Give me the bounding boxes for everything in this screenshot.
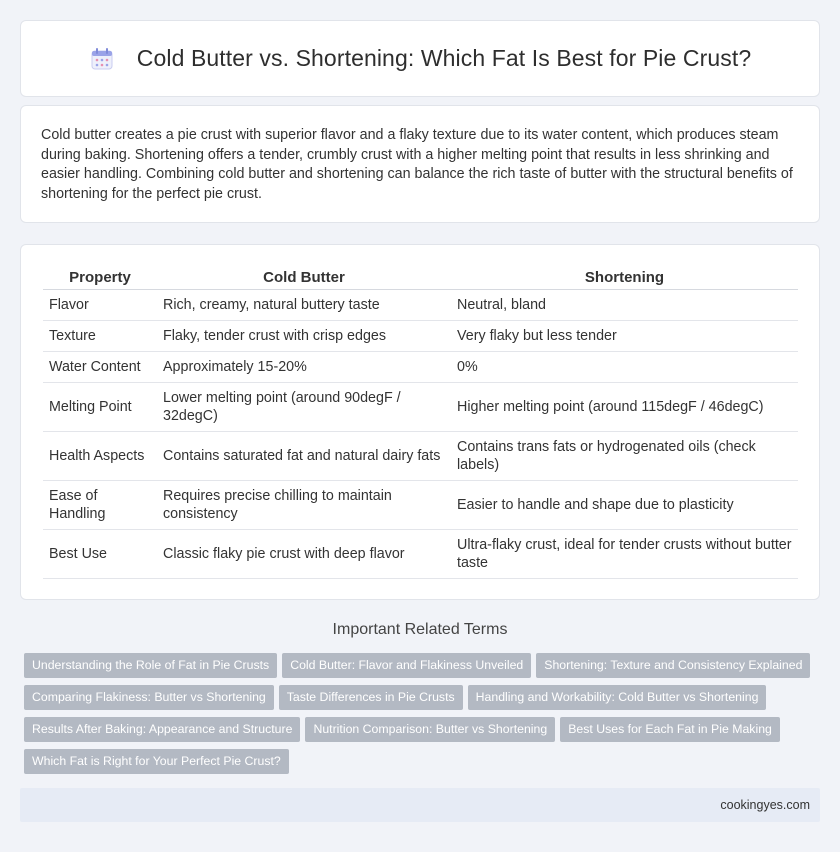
related-term-link[interactable]: Results After Baking: Appearance and Structure [24, 717, 300, 742]
cold-butter-cell: Classic flaky pie crust with deep flavor [157, 529, 451, 578]
table-row [43, 320, 798, 351]
property-cell: Texture [43, 320, 157, 351]
title-wrap [89, 45, 751, 72]
shortening-cell: Very flaky but less tender [451, 320, 798, 351]
footer [20, 788, 820, 822]
related-term-link[interactable]: Cold Butter: Flavor and Flakiness Unveiled [282, 653, 531, 678]
related-term-link[interactable]: Which Fat is Right for Your Perfect Pie Crust? [24, 749, 289, 774]
cold-butter-cell: Lower melting point (around 90degF / 32degC) [157, 382, 451, 431]
related-term-link[interactable]: Understanding the Role of Fat in Pie Crusts [24, 653, 277, 678]
column-header-cold-butter: Cold Butter [157, 265, 451, 289]
shortening-cell: Neutral, bland [451, 289, 798, 320]
related-terms-title: Important Related Terms [332, 621, 508, 638]
shortening-cell: Ultra-flaky crust, ideal for tender crusts without butter taste [451, 529, 798, 578]
table-row [43, 480, 798, 529]
property-cell: Water Content [43, 351, 157, 382]
related-term-link[interactable]: Handling and Workability: Cold Butter vs Shortening [468, 685, 767, 710]
shortening-cell: Contains trans fats or hydrogenated oils (check labels) [451, 431, 798, 480]
table-row [43, 529, 798, 578]
column-header-property: Property [43, 265, 157, 289]
cold-butter-cell: Requires precise chilling to maintain consistency [157, 480, 451, 529]
related-term-link[interactable]: Best Uses for Each Fat in Pie Making [560, 717, 780, 742]
shortening-cell: Easier to handle and shape due to plasticity [451, 480, 798, 529]
property-cell: Health Aspects [43, 431, 157, 480]
cold-butter-cell: Rich, creamy, natural buttery taste [157, 289, 451, 320]
table-header-row [43, 265, 798, 289]
property-cell: Ease of Handling [43, 480, 157, 529]
table-row [43, 431, 798, 480]
related-term-link[interactable]: Taste Differences in Pie Crusts [279, 685, 463, 710]
related-term-link[interactable]: Nutrition Comparison: Butter vs Shortening [305, 717, 555, 742]
shortening-cell: Higher melting point (around 115degF / 46degC) [451, 382, 798, 431]
related-term-link[interactable]: Shortening: Texture and Consistency Explained [536, 653, 810, 678]
page-title: Cold Butter vs. Shortening: Which Fat Is Best for Pie Crust? [136, 45, 752, 71]
intro-card [20, 105, 820, 223]
cold-butter-cell: Approximately 15-20% [157, 351, 451, 382]
site-name[interactable]: cookingyes.com [720, 798, 810, 812]
cold-butter-cell: Contains saturated fat and natural dairy fats [157, 431, 451, 480]
property-cell: Melting Point [43, 382, 157, 431]
property-cell: Best Use [43, 529, 157, 578]
table-row [43, 289, 798, 320]
comparison-table [43, 265, 798, 579]
related-terms-list [24, 653, 824, 781]
calendar-icon [89, 46, 115, 72]
property-cell: Flavor [43, 289, 157, 320]
shortening-cell: 0% [451, 351, 798, 382]
cold-butter-cell: Flaky, tender crust with crisp edges [157, 320, 451, 351]
intro-text: Cold butter creates a pie crust with superior flavor and a flaky texture due to its water content, which produces steam during baking. Shortening offers a tender, crumbly crust with a higher melting point that results in less shrinking and easier handling. Combining cold butter and shortening can balance the rich taste of butter with the structural benefits of shortening for the perfect pie crust. [41, 127, 793, 202]
column-header-shortening: Shortening [451, 265, 798, 289]
table-row [43, 382, 798, 431]
table-row [43, 351, 798, 382]
related-term-link[interactable]: Comparing Flakiness: Butter vs Shortening [24, 685, 274, 710]
header-card [20, 20, 820, 97]
comparison-table-card [20, 244, 820, 600]
